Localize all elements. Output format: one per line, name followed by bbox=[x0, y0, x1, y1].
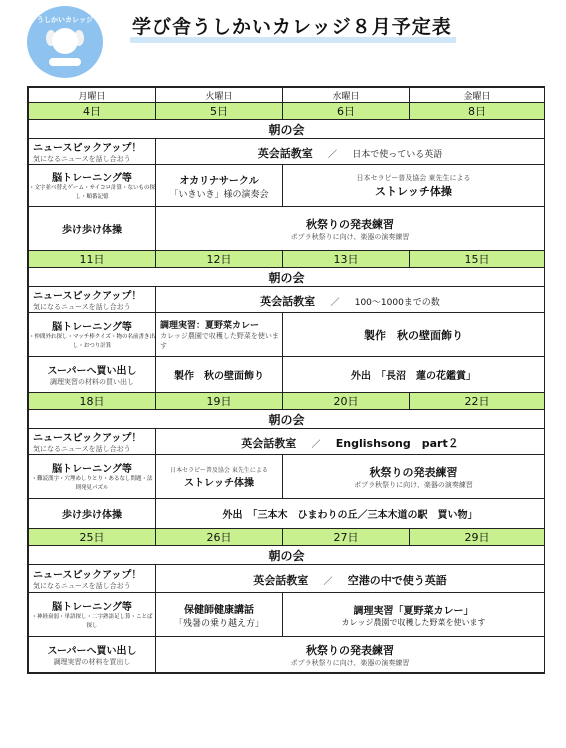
brain-title: 脳トレーニング等 bbox=[52, 464, 132, 475]
row4-tue: 製作 秋の壁面飾り bbox=[156, 357, 283, 393]
english-cell bbox=[156, 565, 545, 593]
brain-cell bbox=[29, 165, 156, 207]
brain-cell bbox=[29, 593, 156, 637]
date-cell: 26日 bbox=[156, 529, 283, 546]
morning-meeting: 朝の会 bbox=[29, 546, 545, 565]
tue-title: 調理実習：夏野菜カレー bbox=[160, 321, 260, 331]
date-cell: 29日 bbox=[410, 529, 545, 546]
date-cell: 25日 bbox=[29, 529, 156, 546]
weekday-mon: 月曜日 bbox=[29, 88, 156, 103]
row4-activity bbox=[156, 207, 545, 251]
tue-sub: カレッジ農園で収穫した野菜を使います bbox=[160, 332, 279, 350]
weekday-header-row bbox=[29, 88, 545, 103]
date-cell: 19日 bbox=[156, 393, 283, 410]
news-sub: 気になるニュースを話し合おう bbox=[33, 155, 131, 163]
news-title: ニュースピックアップ！ bbox=[33, 570, 142, 581]
tue-sub: 日本セラピー普及協会 東先生による bbox=[170, 466, 268, 474]
brain-sub: ・難読漢字・穴埋めしりとり・あるなし問題・法則発見パズル bbox=[31, 476, 153, 491]
morning-meeting: 朝の会 bbox=[29, 268, 545, 287]
row4-activity: 外出 「三本木 ひまわりの丘／三本木道の駅 買い物」 bbox=[156, 499, 545, 529]
english-cell bbox=[156, 287, 545, 313]
english-cell bbox=[156, 139, 545, 165]
wed-fri-activity bbox=[283, 593, 545, 637]
date-cell: 4日 bbox=[29, 103, 156, 120]
english-title: 英会話教室 bbox=[253, 574, 309, 587]
date-cell: 18日 bbox=[29, 393, 156, 410]
date-row-week4 bbox=[29, 529, 545, 546]
date-cell: 12日 bbox=[156, 251, 283, 268]
news-title: ニュースピックアップ！ bbox=[33, 433, 142, 444]
date-cell: 13日 bbox=[283, 251, 410, 268]
english-sub: 日本で使っている英語 bbox=[352, 150, 443, 160]
wed-fri-sub: 日本セラピー普及協会 東先生による bbox=[356, 173, 471, 182]
english-sub: Englishsong part２ bbox=[335, 437, 459, 450]
date-cell: 6日 bbox=[283, 103, 410, 120]
english-title: 英会話教室 bbox=[241, 437, 297, 450]
row4-activity bbox=[156, 637, 545, 673]
row4-sub: ポプラ秋祭りに向け、楽器の演奏練習 bbox=[290, 232, 410, 241]
brain-title: 脳トレーニング等 bbox=[52, 322, 132, 333]
wed-fri-activity: 製作 秋の壁面飾り bbox=[283, 313, 545, 357]
tue-sub: 「残暑の乗り越え方」 bbox=[173, 618, 264, 629]
english-title: 英会話教室 bbox=[257, 147, 313, 160]
date-cell: 5日 bbox=[156, 103, 283, 120]
logo-text: うしかいカレッジ bbox=[37, 16, 93, 24]
brain-cell bbox=[29, 455, 156, 499]
date-row-week3 bbox=[29, 393, 545, 410]
row4-left bbox=[29, 637, 156, 673]
tue-title: オカリナサークル bbox=[179, 175, 259, 187]
college-logo bbox=[27, 6, 103, 78]
bone-icon bbox=[49, 58, 81, 66]
news-sub: 気になるニュースを話し合おう bbox=[33, 445, 131, 453]
date-cell: 11日 bbox=[29, 251, 156, 268]
brain-title: 脳トレーニング等 bbox=[52, 602, 132, 613]
news-title: ニュースピックアップ！ bbox=[33, 291, 142, 302]
brain-cell bbox=[29, 313, 156, 357]
english-sep: ／ bbox=[330, 298, 340, 308]
news-sub: 気になるニュースを話し合おう bbox=[33, 582, 131, 590]
morning-meeting: 朝の会 bbox=[29, 120, 545, 139]
row4-left-sub: 調理実習の材料の買い出し bbox=[50, 378, 134, 386]
row4-left-title: スーパーへ買い出し bbox=[47, 366, 137, 377]
morning-meeting: 朝の会 bbox=[29, 410, 545, 429]
date-cell: 22日 bbox=[410, 393, 545, 410]
tue-activity bbox=[156, 313, 283, 357]
dog-face-icon bbox=[52, 28, 78, 54]
weekday-tue: 火曜日 bbox=[156, 88, 283, 103]
english-sep: ／ bbox=[323, 577, 333, 587]
schedule-table bbox=[27, 86, 545, 674]
row4-title: 秋祭りの発表練習 bbox=[306, 217, 394, 231]
row4-left: 歩け歩け体操 bbox=[29, 207, 156, 251]
row4-left: 歩け歩け体操 bbox=[29, 499, 156, 529]
date-cell: 27日 bbox=[283, 529, 410, 546]
row4-left-title: スーパーへ買い出し bbox=[47, 646, 137, 657]
weekday-fri: 金曜日 bbox=[410, 88, 545, 103]
row4-wed-fri: 外出 「長沼 蓮の花鑑賞」 bbox=[283, 357, 545, 393]
wed-fri-title: 秋祭りの発表練習 bbox=[369, 465, 458, 479]
row4-title: 秋祭りの発表練習 bbox=[306, 643, 394, 657]
english-sep: ／ bbox=[327, 150, 337, 160]
tue-activity bbox=[156, 593, 283, 637]
tue-activity bbox=[156, 455, 283, 499]
news-cell bbox=[29, 429, 156, 455]
wed-fri-title: 調理実習「夏野菜カレー」 bbox=[353, 605, 474, 617]
english-sep: ／ bbox=[311, 440, 321, 450]
english-sub: 100～1000までの数 bbox=[354, 298, 440, 308]
brain-sub: ・仲間外れ探し・マッチ棒クイズ・物の名前書き出し・おつり計算 bbox=[29, 334, 155, 349]
date-row-week1 bbox=[29, 103, 545, 120]
news-sub: 気になるニュースを話し合おう bbox=[33, 303, 131, 311]
tue-title: ストレッチ体操 bbox=[184, 477, 254, 489]
page-title: 学び舎うしかいカレッジ８月予定表 bbox=[132, 16, 452, 38]
page-header bbox=[0, 0, 566, 84]
date-cell: 8日 bbox=[410, 103, 545, 120]
brain-title: 脳トレーニング等 bbox=[52, 173, 132, 184]
wed-fri-sub: ポプラ秋祭りに向け、楽器の演奏練習 bbox=[354, 480, 473, 489]
weekday-wed: 水曜日 bbox=[283, 88, 410, 103]
row4-left bbox=[29, 357, 156, 393]
row4-sub: ポプラ秋祭りに向け、楽器の演奏練習 bbox=[290, 658, 410, 667]
wed-fri-activity bbox=[283, 455, 545, 499]
english-cell bbox=[156, 429, 545, 455]
brain-sub: ・神経衰弱・単語探し・二字熟語足し算・ことば探し bbox=[31, 614, 153, 629]
brain-sub: ・文字並べ替えゲーム・サイコロ計算・ないもの探し・順番記憶 bbox=[29, 185, 155, 200]
news-title: ニュースピックアップ！ bbox=[33, 143, 142, 154]
news-cell bbox=[29, 139, 156, 165]
news-cell bbox=[29, 565, 156, 593]
english-sub: 空港の中で使う英語 bbox=[347, 574, 447, 587]
wed-fri-title: ストレッチ体操 bbox=[375, 184, 452, 198]
date-cell: 15日 bbox=[410, 251, 545, 268]
tue-activity bbox=[156, 165, 283, 207]
english-title: 英会話教室 bbox=[260, 295, 316, 308]
news-cell bbox=[29, 287, 156, 313]
date-cell: 20日 bbox=[283, 393, 410, 410]
wed-fri-sub: カレッジ農園で収穫した野菜を使います bbox=[341, 617, 486, 627]
row4-left-sub: 調理実習の材料を買出し bbox=[53, 658, 131, 666]
date-row-week2 bbox=[29, 251, 545, 268]
tue-title: 保健師健康講話 bbox=[184, 604, 254, 616]
wed-fri-activity bbox=[283, 165, 545, 207]
tue-sub: 「いきいき」様の演奏会 bbox=[169, 189, 269, 200]
